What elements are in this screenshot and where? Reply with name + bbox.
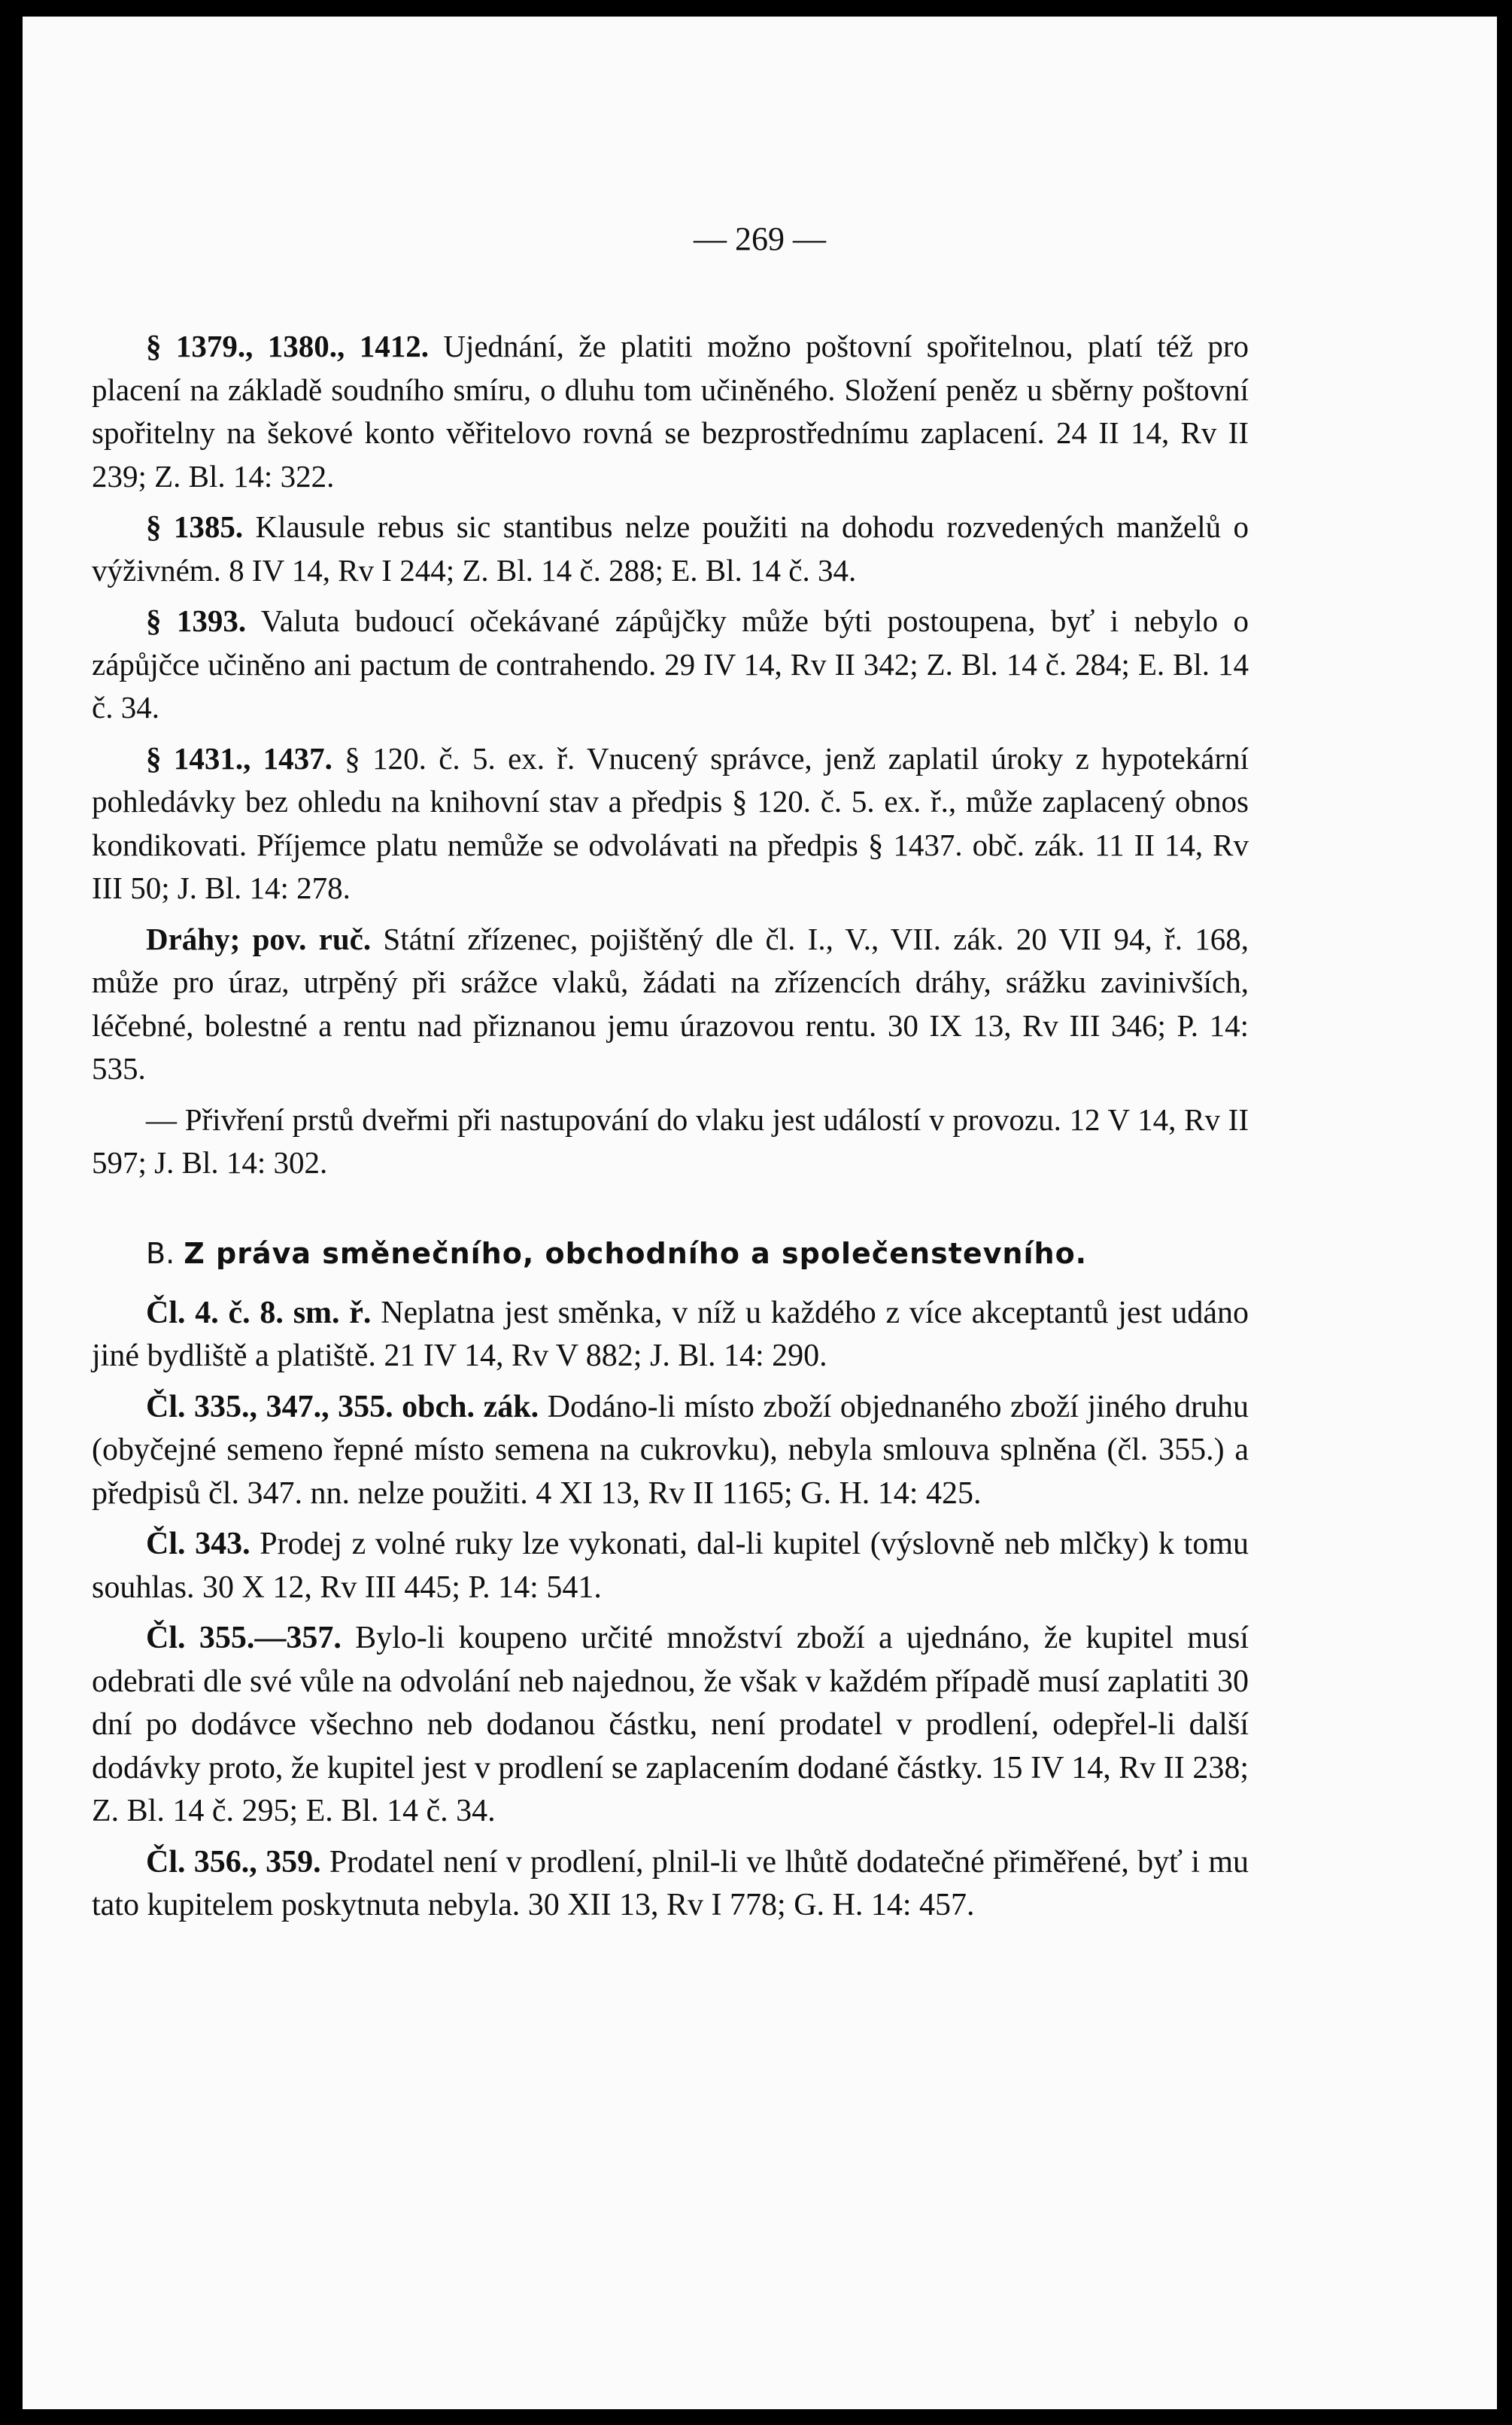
paragraph-text: Státní zřízenec, pojištěný dle čl. I., V., VII. zák. 20 VII 94, ř. 168, může pro úraz, utrpěný při srážce vlaků, žádati na zřízencích dráhy, srážku zavinivších, léčebné, bolestné a rentu nad přiznanou jemu úrazovou rentu. 30 IX 13, Rv III 346; P. 14: 535.: [92, 921, 1249, 1086]
paragraph-lead: Čl. 356., 359.: [146, 1844, 321, 1880]
paragraph-text: — Přivření prstů dveřmi při nastupování do vlaku jest událostí v provozu. 12 V 14, Rv II 597; J. Bl. 14: 302.: [92, 1102, 1249, 1180]
paragraph-lead: § 1385.: [146, 509, 244, 544]
paragraph-text: Valuta budoucí očekávané zápůjčky může býti postoupena, byť i nebylo o zápůjčce učiněno ani pactum de contrahendo. 29 IV 14, Rv II 342; Z. Bl. 14 č. 284; E. Bl. 14 č. 34.: [92, 603, 1249, 725]
paragraph-text: Dodáno-li místo zboží objednaného zboží jiného druhu (obyčejné semeno řepné místo semena na cukrovku), nebyla smlouva splněna (čl. 355.) a předpisů čl. 347. nn. nelze použiti. 4 XI 13, Rv II 1165; G. H. 14: 425.: [92, 1389, 1249, 1511]
paragraph-text: Neplatna jest směnka, v níž u každého z více akceptantů jest udáno jiné bydliště a platiště. 21 IV 14, Rv V 882; J. Bl. 14: 290.: [92, 1295, 1249, 1373]
paragraph-lead: Dráhy; pov. ruč.: [146, 921, 372, 956]
section-heading: [92, 1235, 1249, 1272]
paragraph-text: Klausule rebus sic stantibus nelze použiti na dohodu rozvedených manželů o výživném. 8 IV 14, Rv I 244; Z. Bl. 14 č. 288; E. Bl. 14 č. 34.: [92, 509, 1249, 588]
paragraph-lead: Čl. 335., 347., 355. obch. zák.: [146, 1389, 539, 1424]
section-paragraph-3: [92, 1523, 1249, 1609]
paragraph-lead: § 1431., 1437.: [146, 740, 332, 776]
paragraph-2: [92, 506, 1249, 592]
paragraph-text: § 120. č. 5. ex. ř. Vnucený správce, jenž zaplatil úroky z hypotekární pohledávky bez ohledu na knihovní stav a předpis § 120. č. 5. ex. ř., může zaplacený obnos kondikovati. Příjemce platu nemůže se odvolávati na předpis § 1437. obč. zák. 11 II 14, Rv III 50; J. Bl. 14: 278.: [92, 740, 1249, 905]
paragraph-text: Prodej z volné ruky lze vykonati, dal-li kupitel (výslovně neb mlčky) k tomu souhlas. 30 X 12, Rv III 445; P. 14: 541.: [92, 1527, 1249, 1605]
paragraph-lead: Čl. 355.—357.: [146, 1621, 342, 1655]
section-title: Z práva směnečního, obchodního a společenstevního.: [184, 1236, 1088, 1270]
paragraph-lead: Čl. 4. č. 8. sm. ř.: [146, 1295, 372, 1330]
paragraph-text: Prodatel není v prodlení, plnil-li ve lhůtě dodatečné přiměřené, byť i mu tato kupitelem poskytnuta nebyla. 30 XII 13, Rv I 778; G. H. 14: 457.: [92, 1844, 1249, 1922]
page-content: [92, 325, 1249, 1935]
paragraph-text: Bylo-li koupeno určité množství zboží a ujednáno, že kupitel musí odebrati dle své vůle na odvolání neb najednou, že však v každém případě musí zaplatiti 30 dní po dodávce všechno neb dodanou částku, není prodatel v prodlení, odepřel-li další dodávky proto, že kupitel jest v prodlení se zaplacením dodané částky. 15 IV 14, Rv II 238; Z. Bl. 14 č. 295; E. Bl. 14 č. 34.: [92, 1621, 1249, 1828]
section-letter: B.: [146, 1236, 175, 1270]
paragraph-5: [92, 918, 1249, 1091]
paragraph-lead: § 1393.: [146, 603, 247, 638]
paragraph-6: [92, 1099, 1249, 1185]
paragraph-3: [92, 600, 1249, 730]
paragraph-text: Ujednání, že platiti možno poštovní spořitelnou, platí též pro placení na základě soudního smíru, o dluhu tom učiněného. Složení peněz u sběrny poštovní spořitelny na šekové konto věřitelovo rovná se bezprostřednímu zaplacení. 24 II 14, Rv II 239; Z. Bl. 14: 322.: [92, 329, 1249, 494]
book-page: [23, 17, 1497, 2409]
page-number: — 269 —: [694, 220, 826, 257]
paragraph-4: [92, 737, 1249, 910]
section-paragraph-5: [92, 1841, 1249, 1928]
section-paragraph-4: [92, 1617, 1249, 1834]
section-b-body: [92, 1292, 1249, 1928]
section-paragraph-2: [92, 1386, 1249, 1516]
section-paragraph-1: [92, 1292, 1249, 1378]
paragraph-1: [92, 325, 1249, 498]
paragraph-lead: § 1379., 1380., 1412.: [146, 329, 429, 363]
paragraph-lead: Čl. 343.: [146, 1527, 250, 1561]
